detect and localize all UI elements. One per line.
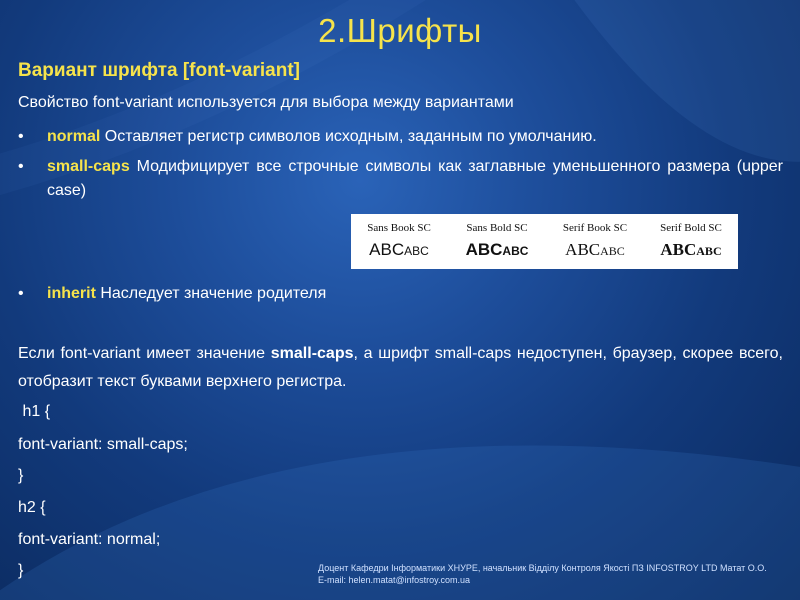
footer-author: Доцент Кафедри Інформатики ХНУРЕ, начальник Відділу Контроля Якості ПЗ INFOSTROY LTD Матат О.О. bbox=[318, 563, 767, 573]
code-line: font-variant: small-caps; bbox=[18, 436, 188, 453]
sample-demo-text: ABCabc bbox=[565, 240, 625, 259]
note-keyword: small-caps bbox=[270, 345, 354, 362]
bullet-marker: • bbox=[18, 128, 24, 145]
sample-label: Serif Bold SC bbox=[660, 222, 722, 234]
font-variant-sample-image bbox=[351, 214, 738, 269]
bullet-keyword: inherit bbox=[47, 285, 96, 302]
author-footer bbox=[318, 562, 767, 586]
bullet-item-inherit bbox=[47, 282, 783, 306]
note-text: , а шрифт small-caps недоступен, браузер, скорее всего, отобразит текст буквами верхнего регистра. bbox=[18, 345, 784, 390]
bullet-description: Оставляет регистр символов исходным, заданным по умолчанию. bbox=[100, 128, 597, 145]
code-line: font-variant: normal; bbox=[18, 531, 161, 548]
bullet-description: Наследует значение родителя bbox=[95, 285, 327, 302]
slide-title: 2.Шрифты bbox=[318, 12, 482, 49]
sample-label: Serif Book SC bbox=[562, 222, 628, 234]
code-line: } bbox=[18, 467, 24, 484]
code-line: h2 { bbox=[18, 499, 46, 516]
bullet-keyword: normal bbox=[47, 128, 101, 145]
bullet-marker: • bbox=[18, 285, 24, 302]
bullet-keyword: small-caps bbox=[47, 158, 130, 175]
bullet-description: Модифицирует все строчные символы как заглавные уменьшенного размера (upper case) bbox=[47, 158, 783, 199]
intro-text: Свойство font-variant используется для выбора между вариантами bbox=[18, 94, 514, 111]
code-line: h1 { bbox=[18, 403, 51, 420]
sample-demo-text: ABCabc bbox=[465, 240, 529, 259]
bullet-marker: • bbox=[18, 158, 24, 175]
bullet-item-small-caps bbox=[47, 155, 783, 203]
sample-label: Sans Bold SC bbox=[466, 222, 528, 234]
footer-email: E-mail: helen.matat@infostroy.com.ua bbox=[318, 575, 471, 585]
note-paragraph bbox=[18, 340, 783, 396]
section-subtitle: Вариант шрифта [font-variant] bbox=[18, 60, 301, 81]
code-line: } bbox=[18, 562, 24, 579]
sample-demo-text: ABCabc bbox=[369, 240, 429, 259]
bullet-item-normal bbox=[47, 125, 783, 149]
sample-label: Sans Book SC bbox=[367, 222, 431, 234]
note-text: Если font-variant имеет значение bbox=[18, 345, 271, 362]
sample-demo-text: ABCabc bbox=[660, 240, 722, 259]
